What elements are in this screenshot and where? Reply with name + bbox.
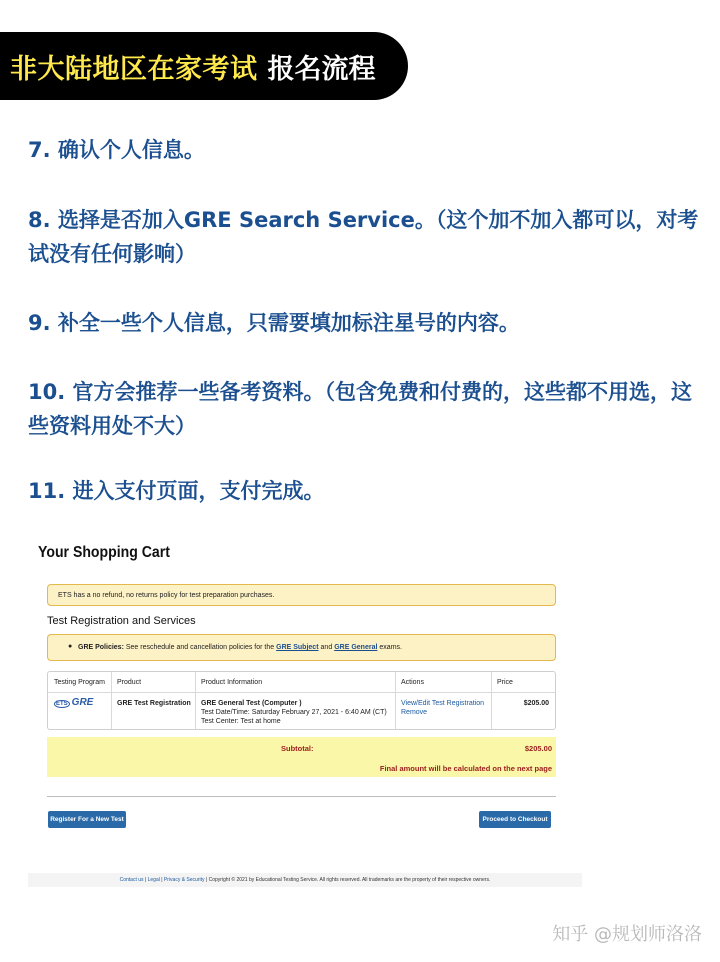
column-divider	[491, 672, 492, 729]
final-amount-note: Final amount will be calculated on the next page	[379, 764, 552, 773]
product-information	[201, 699, 387, 726]
section-title: Test Registration and Services	[47, 615, 196, 627]
subtotal-label: Subtotal:	[281, 744, 314, 753]
header-price: Price	[497, 679, 513, 686]
refund-notice-text: ETS has a no refund, no returns policy for test preparation purchases.	[58, 591, 275, 599]
refund-notice	[47, 584, 556, 606]
cart-table	[47, 671, 556, 730]
proceed-to-checkout-button[interactable]: Proceed to Checkout	[479, 811, 551, 828]
remove-link[interactable]: Remove	[401, 709, 428, 716]
product-info-center: Test Center: Test at home	[201, 718, 281, 725]
privacy-link[interactable]: Privacy & Security	[163, 877, 205, 883]
bullet-icon: ●	[68, 643, 73, 650]
register-new-test-button[interactable]: Register For a New Test	[48, 811, 126, 828]
product-info-title: GRE General Test (Computer )	[201, 700, 302, 707]
product-info-date: Test Date/Time: Saturday February 27, 2021 - 6:40 AM (CT)	[201, 709, 387, 716]
divider	[47, 796, 556, 797]
title-rest: 报名流程	[267, 53, 376, 85]
column-divider	[195, 672, 196, 729]
step-10: 10. 官方会推荐一些备考资料。（包含免费和付费的，这些都不用选，这些资料用处不大）	[28, 380, 693, 438]
ets-logo-icon: ETS	[56, 701, 68, 707]
policies-notice	[47, 634, 556, 661]
header-product: Product	[117, 679, 142, 686]
header-product-information: Product Information	[201, 679, 263, 686]
header-row-separator	[48, 692, 555, 693]
title-highlight: 非大陆地区在家考试	[10, 53, 258, 85]
step-8: 8. 选择是否加入GRE Search Service。（这个加不加入都可以，对考试没有任何影响）	[28, 208, 699, 266]
edit-registration-link[interactable]: View/Edit Test Registration	[401, 700, 485, 707]
footer: Contact us | Legal | Privacy & Security | Copyright © 2021 by Educational Testing Service. All rights reserved. All trademarks are the property of their respective owners.	[28, 873, 582, 887]
gre-logo	[54, 697, 93, 708]
step-9: 9. 补全一些个人信息，只需要填加标注星号的内容。	[28, 311, 520, 335]
policies-text-after: exams.	[379, 644, 402, 651]
gre-subject-link[interactable]: GRE Subject	[276, 644, 319, 651]
title-banner	[0, 32, 408, 100]
row-price: $205.00	[523, 700, 549, 707]
subtotal-value: $205.00	[524, 744, 552, 753]
product-name: GRE Test Registration	[117, 700, 191, 707]
header-testing-program: Testing Program	[54, 679, 105, 686]
header-actions: Actions	[401, 679, 424, 686]
legal-link[interactable]: Legal	[147, 877, 160, 883]
column-divider	[395, 672, 396, 729]
gre-general-link[interactable]: GRE General	[334, 644, 378, 651]
policies-label: GRE Policies:	[78, 644, 124, 651]
step-11: 11. 进入支付页面，支付完成。	[28, 479, 325, 503]
cart-title: Your Shopping Cart	[38, 544, 170, 561]
policies-text-and: and	[320, 644, 333, 651]
contact-us-link[interactable]: Contact us	[119, 877, 144, 883]
policies-text-before: See reschedule and cancellation policies for the	[125, 644, 275, 651]
step-7: 7. 确认个人信息。	[28, 138, 205, 162]
gre-logo-text: GRE	[71, 697, 94, 708]
watermark: 知乎 @规划师洛洛	[552, 924, 702, 945]
copyright-text: Copyright © 2021 by Educational Testing Service. All rights reserved. All trademarks are the property of their respective owners.	[208, 877, 491, 883]
subtotal-band	[47, 737, 556, 777]
row-actions	[401, 699, 484, 717]
column-divider	[111, 672, 112, 729]
